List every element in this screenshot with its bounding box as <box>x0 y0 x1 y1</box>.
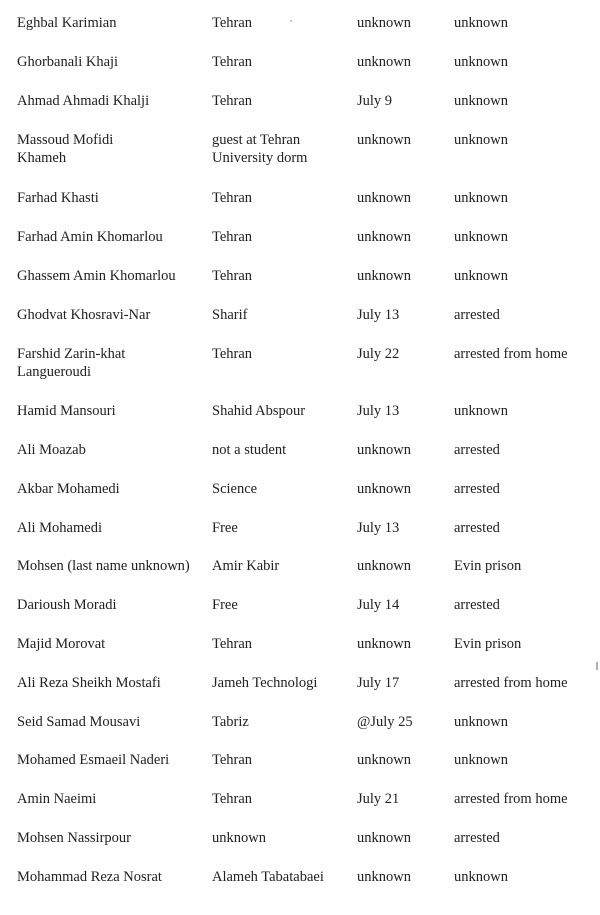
student-name: Akbar Mohamedi <box>17 481 120 497</box>
school: guest at Tehran University dorm <box>212 132 308 166</box>
arrest-date: July 13 <box>357 307 400 323</box>
scan-artifact-mark <box>596 662 598 670</box>
status: unknown <box>454 268 508 284</box>
school: Tehran <box>212 791 253 807</box>
arrest-date: July 14 <box>357 597 400 613</box>
school: Tehran <box>212 190 253 206</box>
school: Tehran <box>212 93 253 109</box>
arrest-date: July 13 <box>357 520 400 536</box>
school: not a student <box>212 442 287 458</box>
arrest-date: July 21 <box>357 791 400 807</box>
school: Tehran <box>212 636 253 652</box>
arrest-date: July 22 <box>357 346 400 362</box>
student-name: Mohamed Esmaeil Naderi <box>17 752 170 768</box>
status: unknown <box>454 752 508 768</box>
arrest-date: unknown <box>357 481 411 497</box>
student-name: Farhad Khasti <box>17 190 99 206</box>
school: Tehran <box>212 229 253 245</box>
arrest-date: unknown <box>357 15 411 31</box>
student-name: Farhad Amin Khomarlou <box>17 229 163 245</box>
school: Science <box>212 481 258 497</box>
arrest-date: unknown <box>357 190 411 206</box>
status: unknown <box>454 93 508 109</box>
student-name: Ahmad Ahmadi Khalji <box>17 93 150 109</box>
arrest-date: unknown <box>357 830 411 846</box>
student-name: Mohsen (last name unknown) <box>17 558 190 574</box>
school: Tehran <box>212 752 253 768</box>
arrest-date: unknown <box>357 636 411 652</box>
arrest-date: July 17 <box>357 675 400 691</box>
arrest-date: unknown <box>357 558 411 574</box>
status: arrested <box>454 830 500 846</box>
school: Jameh Technologi <box>212 675 318 691</box>
student-name: Darioush Moradi <box>17 597 117 613</box>
arrest-date: unknown <box>357 132 411 148</box>
school: Tehran <box>212 268 253 284</box>
school: Shahid Abspour <box>212 403 306 419</box>
student-name: Amin Naeimi <box>17 791 97 807</box>
status: arrested <box>454 307 500 323</box>
arrest-date: @July 25 <box>357 714 413 730</box>
student-name: Massoud Mofidi Khameh <box>17 132 114 166</box>
status: Evin prison <box>454 558 522 574</box>
student-name: Mohammad Reza Nosrat <box>17 869 162 885</box>
student-name: Ghorbanali Khaji <box>17 54 119 70</box>
status: unknown <box>454 229 508 245</box>
student-name: Mohsen Nassirpour <box>17 830 131 846</box>
status: arrested <box>454 520 500 536</box>
arrest-date: unknown <box>357 752 411 768</box>
status: arrested from home <box>454 791 568 807</box>
status: unknown <box>454 15 508 31</box>
school: Free <box>212 520 238 536</box>
status: unknown <box>454 869 508 885</box>
arrest-date: unknown <box>357 442 411 458</box>
arrest-date: unknown <box>357 268 411 284</box>
status: arrested <box>454 481 500 497</box>
student-name: Ghodvat Khosravi-Nar <box>17 307 151 323</box>
student-name: Ali Reza Sheikh Mostafi <box>17 675 161 691</box>
status: Evin prison <box>454 636 522 652</box>
status: unknown <box>454 403 508 419</box>
student-name: Ali Moazab <box>17 442 86 458</box>
arrest-date: unknown <box>357 54 411 70</box>
status: arrested from home <box>454 675 568 691</box>
arrest-date: unknown <box>357 869 411 885</box>
student-name: Majid Morovat <box>17 636 106 652</box>
student-name: Eghbal Karimian <box>17 15 117 31</box>
student-name: Seid Samad Mousavi <box>17 714 141 730</box>
status: arrested from home <box>454 346 568 362</box>
school: Tehran <box>212 15 253 31</box>
school: unknown <box>212 830 266 846</box>
school: Alameh Tabatabaei <box>212 869 324 885</box>
status: unknown <box>454 190 508 206</box>
arrest-date: unknown <box>357 229 411 245</box>
arrest-date: July 13 <box>357 403 400 419</box>
student-name: Hamid Mansouri <box>17 403 116 419</box>
school: Sharif <box>212 307 248 323</box>
student-name: Ghassem Amin Khomarlou <box>17 268 176 284</box>
school: Amir Kabir <box>212 558 280 574</box>
school: Tehran <box>212 54 253 70</box>
status: unknown <box>454 714 508 730</box>
school: Tabriz <box>212 714 249 730</box>
student-name: Farshid Zarin-khat Langueroudi <box>17 346 126 380</box>
status: unknown <box>454 54 508 70</box>
status: arrested <box>454 597 500 613</box>
school: Tehran <box>212 346 253 362</box>
school: Free <box>212 597 238 613</box>
status: unknown <box>454 132 508 148</box>
status: arrested <box>454 442 500 458</box>
student-name: Ali Mohamedi <box>17 520 102 536</box>
arrest-date: July 9 <box>357 93 393 109</box>
